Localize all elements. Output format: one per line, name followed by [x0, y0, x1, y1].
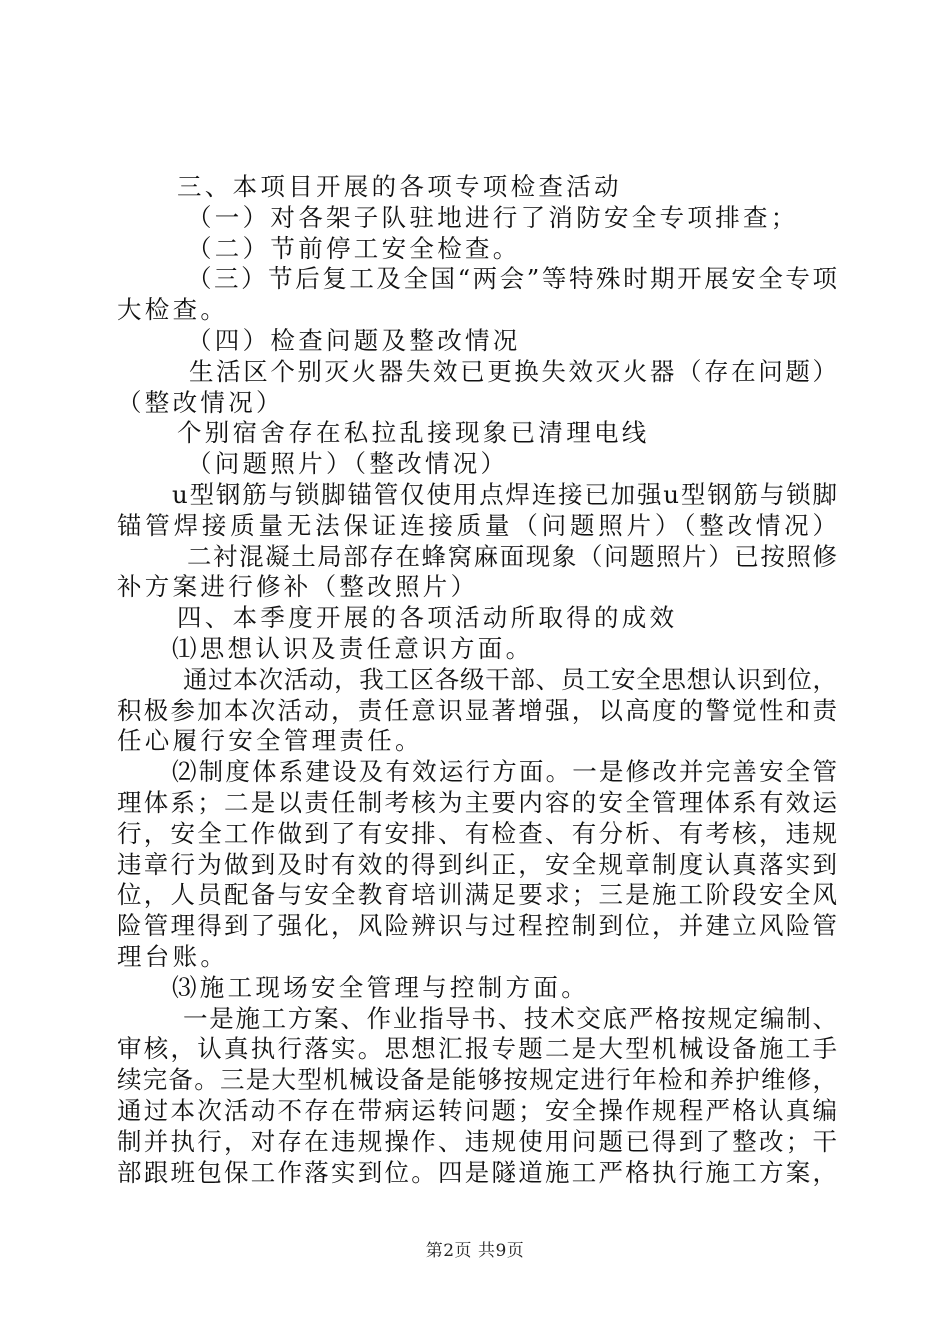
- paragraph-line: 续完备。三是大型机械设备是能够按规定进行年检和养护维修，: [117, 1065, 837, 1095]
- paragraph-line: 补方案进行修补（整改照片）: [117, 572, 479, 602]
- subsection-heading-4: （四）检查问题及整改情况: [187, 325, 521, 355]
- subsection-heading-1: ⑴思想认识及责任意识方面。: [172, 633, 534, 663]
- paragraph-line: （三）节后复工及全国“两会”等特殊时期开展安全专项: [187, 264, 837, 294]
- section-heading-3: 三、本项目开展的各项专项检查活动: [177, 172, 622, 201]
- paragraph-line: 审核，认真执行落实。思想汇报专题二是大型机械设备施工手: [117, 1034, 837, 1064]
- paragraph-line: 二衬混凝土局部存在蜂窝麻面现象（问题照片）已按照修: [187, 541, 837, 571]
- paragraph-line: 锚管焊接质量无法保证连接质量（问题照片）（整改情况）: [117, 510, 837, 540]
- paragraph-line: 个别宿舍存在私拉乱接现象已清理电线: [177, 418, 650, 448]
- page-number-footer: 第2页 共9页: [425, 1241, 525, 1261]
- paragraph-line: ⑵制度体系建设及有效运行方面。一是修改并完善安全管: [172, 757, 837, 787]
- document-body: [117, 172, 837, 1188]
- paragraph-line: （问题照片）（整改情况）: [187, 449, 509, 479]
- paragraph-line: 位，人员配备与安全教育培训满足要求；三是施工阶段安全风: [117, 880, 837, 910]
- paragraph-line: 通过本次活动，我工区各级干部、员工安全思想认识到位，: [183, 664, 837, 694]
- paragraph-line: （一）对各架子队驻地进行了消防安全专项排查；: [187, 202, 799, 232]
- paragraph-line: 理台账。: [117, 941, 229, 971]
- paragraph-line: 险管理得到了强化，风险辨识与过程控制到位，并建立风险管: [117, 911, 837, 941]
- paragraph-line: （二）节前停工安全检查。: [187, 233, 521, 263]
- paragraph-line: 违章行为做到及时有效的得到纠正，安全规章制度认真落实到: [117, 849, 837, 879]
- paragraph-line: （整改情况）: [117, 387, 284, 417]
- paragraph-line: 通过本次活动不存在带病运转问题；安全操作规程严格认真编: [117, 1095, 837, 1125]
- paragraph-line: 制并执行，对存在违规操作、违规使用问题已得到了整改；干: [117, 1126, 837, 1156]
- paragraph-line: 理体系；二是以责任制考核为主要内容的安全管理体系有效运: [117, 787, 837, 817]
- paragraph-line: 大检查。: [117, 295, 229, 325]
- paragraph-line: 一是施工方案、作业指导书、技术交底严格按规定编制、: [183, 1003, 837, 1033]
- subsection-heading-3: ⑶施工现场安全管理与控制方面。: [172, 972, 589, 1002]
- paragraph-line: 积极参加本次活动，责任意识显著增强，以高度的警觉性和责: [117, 695, 837, 725]
- paragraph-line: 部跟班包保工作落实到位。四是隧道施工严格执行施工方案，: [117, 1157, 837, 1187]
- paragraph-line: 行，安全工作做到了有安排、有检查、有分析、有考核，违规: [117, 818, 837, 848]
- paragraph-line: 生活区个别灭火器失效已更换失效灭火器（存在问题）: [189, 356, 837, 386]
- paragraph-line: 任心履行安全管理责任。: [117, 726, 423, 756]
- section-heading-4: 四、本季度开展的各项活动所取得的成效: [177, 603, 678, 633]
- paragraph-line: u型钢筋与锁脚锚管仅使用点焊连接已加强u型钢筋与锁脚: [172, 479, 837, 509]
